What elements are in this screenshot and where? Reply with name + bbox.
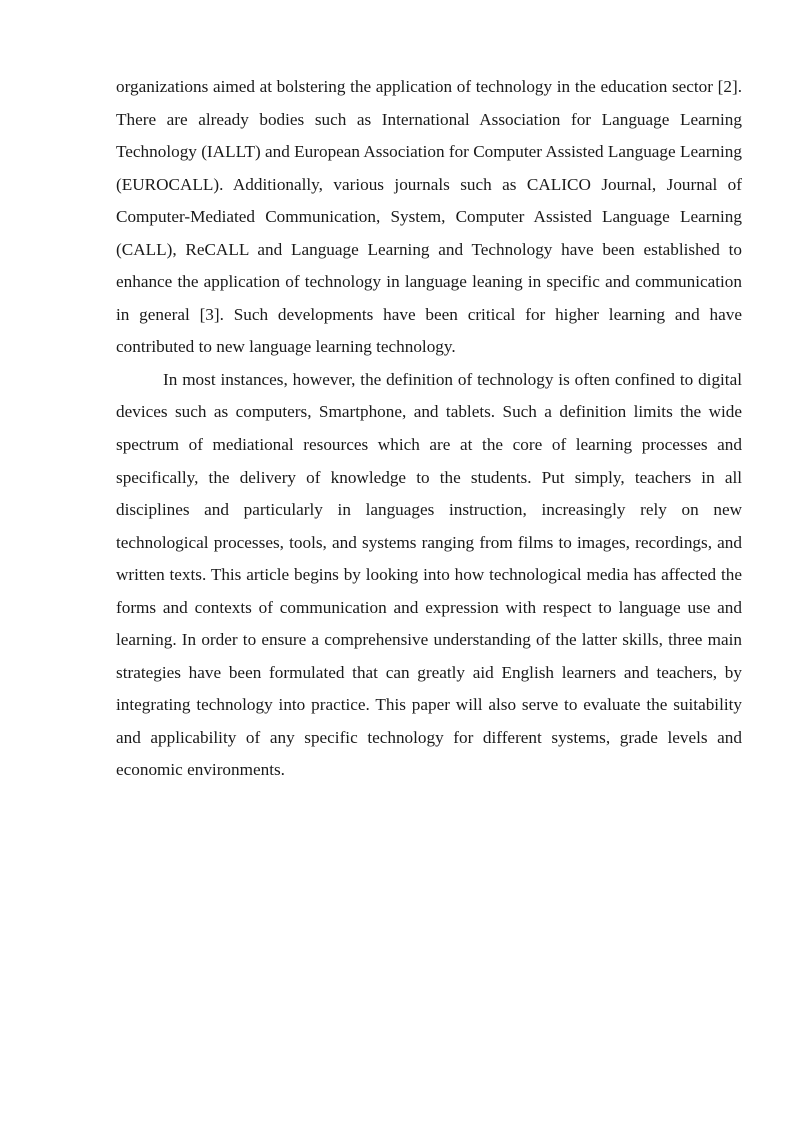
paragraph-technology-definition: In most instances, however, the definition of technology is often confined to digital devices such as computers, Smartphone, and tablets. Such a definition limits the wide spectrum of mediational resources which are at the core of learning processes and specifically, the delivery of knowledge to the students. Put simply, teachers in all disciplines and particularly in languages instruction, increasingly rely on new technological processes, tools, and systems ranging from films to images, recordings, and written texts. This article begins by looking into how technological media has affected the forms and contexts of communication and expression with respect to language use and learning. In order to ensure a comprehensive understanding of the latter skills, three main strategies have been formulated that can greatly aid English learners and teachers, by integrating technology into practice. This paper will also serve to evaluate the suitability and applicability of any specific technology for different systems, grade levels and economic environments.	[116, 369, 742, 780]
paragraph-continuation: organizations aimed at bolstering the application of technology in the education sector [2]. There are already bodies such as International Association for Language Learning Technology (IALLT) and European Association for Computer Assisted Language Learning (EUROCALL). Additionally, various journals such as CALICO Journal, Journal of Computer-Mediated Communication, System, Computer Assisted Language Learning (CALL), ReCALL and Language Learning and Technology have been established to enhance the application of technology in language leaning in specific and communication in general [3]. Such developments have been critical for higher learning and have contributed to new language learning technology.	[116, 77, 742, 357]
body-text	[116, 71, 742, 787]
